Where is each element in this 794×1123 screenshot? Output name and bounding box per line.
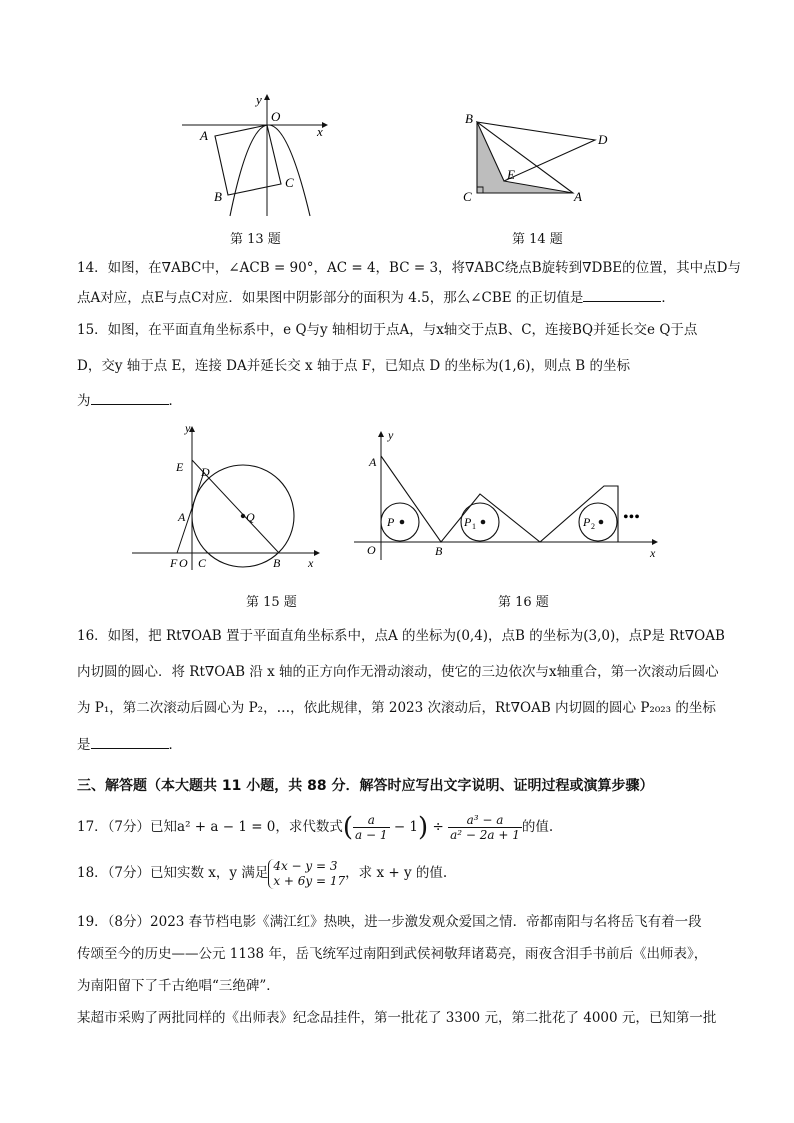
q17-fraction-1 [353,813,389,842]
q18-eq2: x + 6y = 17 [273,873,346,888]
q16-line2: 内切圆的圆心．将 Rt∇OAB 沿 x 轴的正方向作无滑动滚动，使它的三边依次与x轴重合，第一次滚动后圆心 [77,664,719,680]
figure-16 [352,425,672,565]
rolling-path [381,456,618,542]
continuation-dots: ••• [623,509,640,526]
figure-14 [455,105,625,210]
caption-14: 第 14 题 [512,232,563,247]
label-x: x [308,556,314,570]
label-a: A [200,128,208,143]
label-c: C [463,189,472,204]
q17-f2-numerator: a³ − a [448,813,522,828]
q14-period: ． [661,290,675,306]
y-arrow [378,431,384,437]
label-d: D [598,132,608,147]
caption-16: 第 16 题 [498,595,549,610]
label-x: x [317,124,323,139]
label-e: E [176,460,184,474]
x-arrow [314,550,320,556]
q17-minus-one: − 1 [393,819,419,835]
q18-system [268,859,345,889]
q19-line2: 传颂至今的历史——公元 1138 年，岳飞统军过南阳到武侯祠敬拜诸葛亮，雨夜含泪手书前后《出师表》， [77,946,708,962]
q17-tail: 的值. [521,819,554,835]
label-d: D [201,465,210,479]
y-arrow [264,94,270,100]
q15-line1: 15．如图，在平面直角坐标系中，e Q与y 轴相切于点A，与x轴交于点B、C，连接BQ并延长交e Q于点 [77,322,698,338]
label-o: O [179,556,188,570]
label-y: y [256,92,262,107]
q18-tail: ，求 x + y 的值. [345,865,448,881]
label-a: A [178,510,186,524]
label-e: E [507,167,515,182]
q14-line1: 14．如图，在∇ABC中，∠ACB = 90°，AC = 4，BC = 3，将∇ABC绕点B旋转到∇DBE的位置，其中点D与 [77,260,741,276]
label-p2: P [583,515,591,529]
label-y: y [388,428,394,442]
left-paren: ( [342,812,354,843]
q17 [77,810,553,845]
figure-15 [128,420,323,575]
label-f: F [170,556,178,570]
q15-line2: D，交y 轴于点 E，连接 DA并延长交 x 轴于点 F，已知点 D 的坐标为(1,6)，则点 B 的坐标 [77,358,631,374]
q17-f2-denominator: a² − 2a + 1 [450,828,520,842]
label-p1-sub: 1 [472,522,476,531]
q16-period: ． [168,737,182,753]
q16-line1: 16．如图，把 Rt∇OAB 置于平面直角坐标系中，点A 的坐标为(0,4)，点B 的坐标为(3,0)，点P是 Rt∇OAB [77,628,725,644]
square-abco [215,125,281,195]
q15-line3: 为 [77,393,91,409]
center-p [400,520,405,525]
q18 [77,856,447,890]
q15-period: ． [168,393,182,409]
label-b: B [465,111,473,126]
label-o: O [367,543,376,557]
q16-answer-blank[interactable] [91,736,169,749]
label-x: x [650,546,656,560]
center-p2 [599,520,604,525]
figure-13 [170,88,340,223]
q15-answer-blank[interactable] [91,392,169,405]
label-c: C [198,556,207,570]
label-c: C [285,175,294,190]
label-p2-sub: 2 [591,522,595,531]
q17-f1-numerator: a [353,813,389,828]
right-paren: ) [418,812,429,843]
q19-line4: 某超市采购了两批同样的《出师表》纪念品挂件，第一批花了 3300 元，第二批花了 4000 元，已知第一批 [77,1010,717,1026]
label-y: y [185,421,191,435]
q17-f1-denominator: a − 1 [355,828,388,842]
q18-prompt: 18．（7分）已知实数 x，y 满足 [77,865,269,881]
label-a: A [574,189,582,204]
q19-line1: 19．（8分）2023 春节档电影《满江红》热映，进一步激发观众爱国之情．帝都南阳与名将岳飞有着一段 [77,914,702,930]
label-p1: P [464,515,472,529]
label-b: B [214,189,222,204]
q14-answer-blank[interactable] [583,289,661,302]
x-arrow [322,122,328,128]
q16-line4: 是 [77,737,91,753]
q17-divide: ÷ [432,819,444,835]
label-o: O [271,109,281,124]
q16-line3: 为 P₁，第二次滚动后圆心为 P₂，…，依此规律，第 2023 次滚动后，Rt∇OAB 内切圆的圆心 P₂₀₂₃ 的坐标 [77,700,716,716]
caption-13: 第 13 题 [230,232,281,247]
caption-15: 第 15 题 [246,595,297,610]
center-p1 [481,520,486,525]
x-arrow [652,539,658,545]
q17-prompt: 17．（7分）已知a² + a − 1 = 0，求代数式 [77,819,343,835]
q14-line2: 点A对应，点E与点C对应．如果图中阴影部分的面积为 4.5，那么∠CBE 的正切值是 [77,290,584,306]
label-q: Q [246,510,255,524]
q17-fraction-2 [448,813,522,842]
q19-line3: 为南阳留下了千古绝唱“三绝碑”． [77,978,280,994]
label-a: A [369,455,377,469]
section-3-heading: 三、解答题（本大题共 11 小题，共 88 分．解答时应写出文字说明、证明过程或演算步骤） [77,778,654,794]
label-b: B [273,556,281,570]
label-p: P [387,515,395,529]
label-b: B [435,544,443,558]
q18-eq1: 4x − y = 3 [273,858,338,873]
